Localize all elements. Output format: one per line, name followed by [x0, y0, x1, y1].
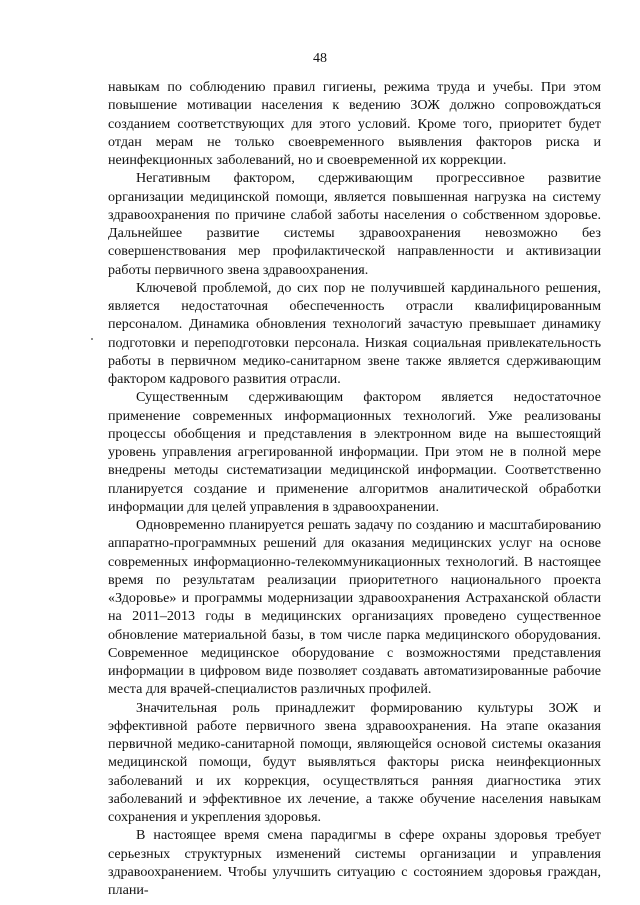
paragraph-key-problem: Ключевой проблемой, до сих пор не получившей кардинального решения, является недостаточная обеспеченность отрасли квалифицированным персоналом. Динамика обновления технологий зачастую превышает динамику подготовки и переподготовки персонала. Низкая социальная привлекательность работы в первичном медико-санитарном звене также является сдерживающим фактором кадрового развития отрасли. — [108, 279, 601, 387]
paragraph-it-technologies: Существенным сдерживающим фактором является недостаточное применение современных информационных технологий. Уже реализованы процессы обобщения и представления в электронном виде на вышестоящий уровень управления агрегированной информации. При этом не в полной мере внедрены методы систематизации медицинской информации. Соответственно планируется создание и применение алгоритмов аналитической обработки информации для целей управления в здравоохранении. — [108, 389, 601, 515]
paragraph-hardware-software: Одновременно планируется решать задачу по созданию и масштабированию аппаратно-программных решений для оказания медицинских услуг на основе современных информационно-телекоммуникационных технологий. В настоящее время по результатам реализации приоритетного национального проекта «Здоровье» и программы модернизации здравоохранения Астраханской области на 2011–2013 годы в медицинских организациях проведено существенное обновление материальной базы, в том числе парка медицинского оборудования. Современное медицинское оборудование с возможностями представления информации в цифровом виде позволяет создавать автоматизированные рабочие места для врачей-специалистов различных профилей. — [108, 517, 601, 698]
paragraph-continuation: навыкам по соблюдению правил гигиены, режима труда и учебы. При этом повышение мотивации населения к ведению ЗОЖ должно сопровождаться созданием соответствующих для этого условий. Кроме того, приоритет будет отдан мерам не только своевременного выявления факторов риска и неинфекционных заболеваний, но и своевременной их коррекции. — [108, 79, 601, 168]
paragraph-healthy-lifestyle: Значительная роль принадлежит формированию культуры ЗОЖ и эффективной работе первичного звена здравоохранения. На этапе оказания первичной медико-санитарной помощи, являющейся основой системы оказания медицинской помощи, будут выявляться факторы риска неинфекционных заболеваний и их коррекция, осуществляться ранняя диагностика этих заболеваний и эффективное их лечение, а также обучение населения навыкам сохранения и укрепления здоровья. — [108, 699, 601, 825]
scan-speck — [91, 338, 93, 340]
body-text — [108, 78, 601, 899]
page-number: 48 — [313, 51, 327, 66]
paragraph-paradigm-shift: В настоящее время смена парадигмы в сфере охраны здоровья требует серьезных структурных изменений системы организации и управления здравоохранением. Чтобы улучшить ситуацию с состоянием здоровья граждан, плани- — [108, 827, 601, 898]
paragraph-negative-factor: Негативным фактором, сдерживающим прогрессивное развитие организации медицинской помощи, является повышенная нагрузка на систему здравоохранения по причине слабой заботы населения о собственном здоровье. Дальнейшее развитие системы здравоохранения невозможно без совершенствования мер профилактической направленности и активизации работы первичного звена здравоохранения. — [108, 170, 601, 278]
